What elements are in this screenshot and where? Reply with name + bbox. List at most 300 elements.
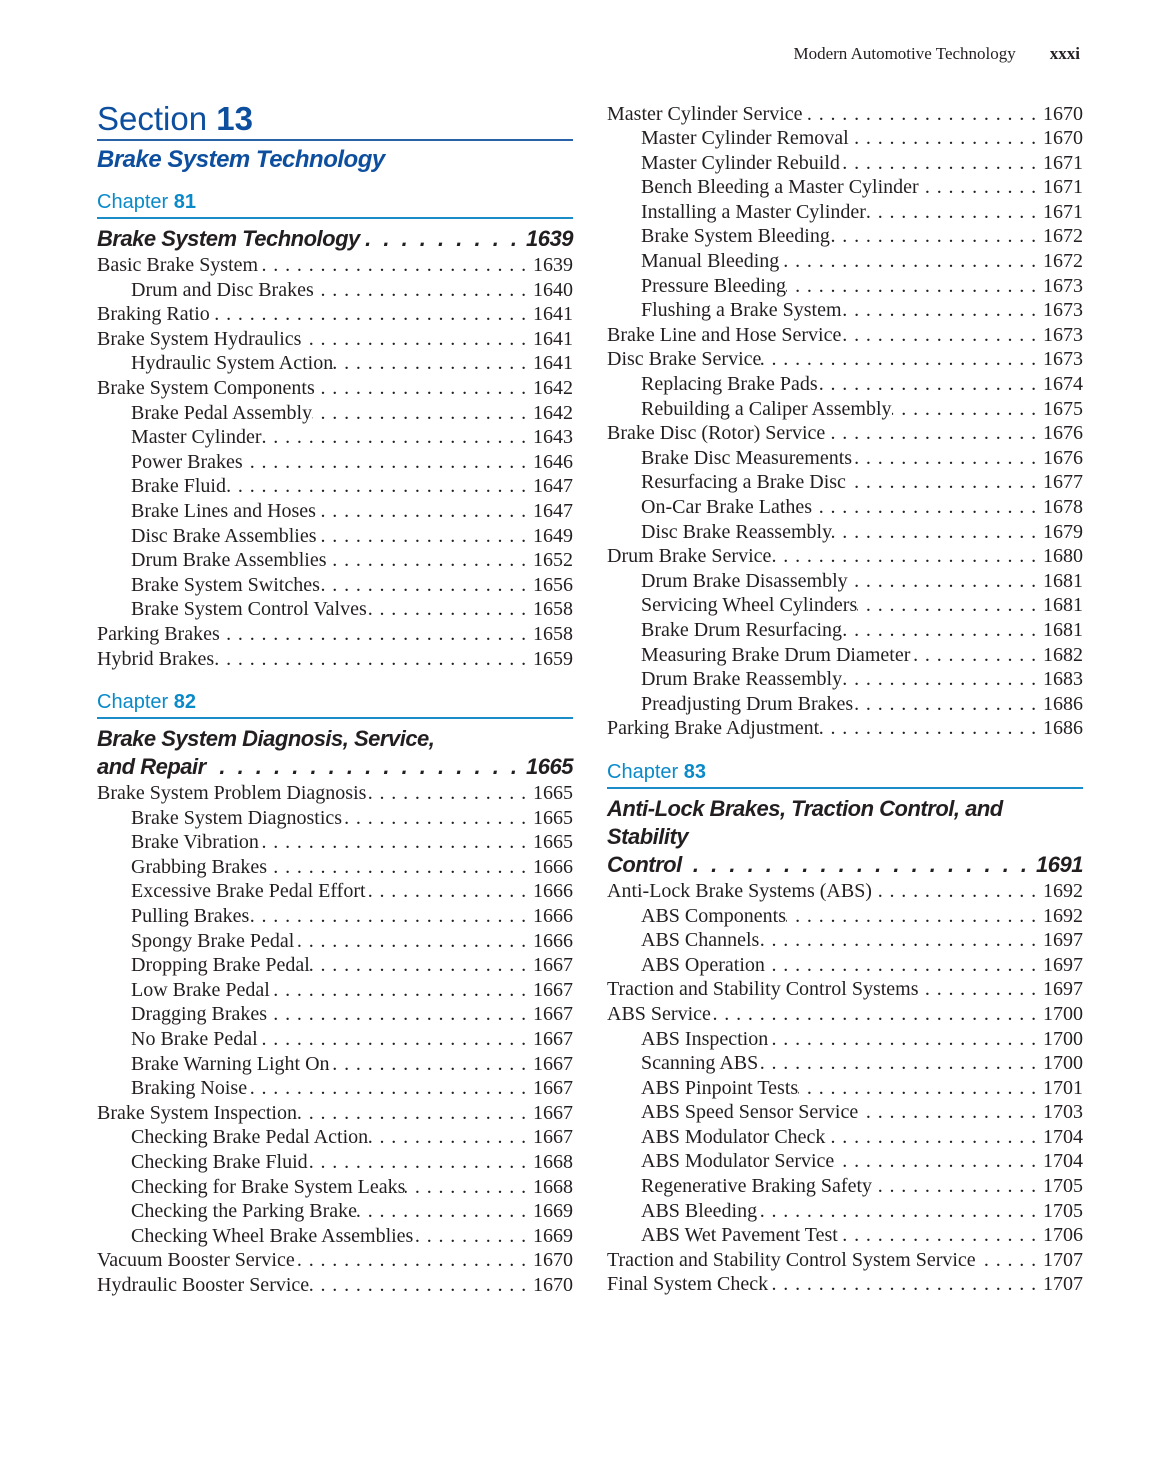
entry-page: 1665 [533,806,573,829]
toc-entry[interactable] [97,573,573,598]
dot-leader [711,1002,1043,1027]
entry-page: 1665 [533,831,573,854]
toc-entry[interactable] [607,569,1083,594]
toc-entry[interactable] [607,372,1083,397]
dot-leader [301,327,533,352]
dot-leader [314,278,533,303]
toc-entry[interactable] [97,425,573,450]
dot-leader [206,753,526,781]
entry-title: Grabbing Brakes [131,855,268,878]
toc-entry[interactable] [607,716,1083,741]
dot-leader [852,446,1043,471]
entry-title: On-Car Brake Lathes [641,496,813,518]
entry-page: 1668 [533,1151,573,1173]
toc-entry[interactable] [607,323,1083,348]
toc-entry[interactable] [607,298,1083,323]
toc-entry[interactable] [97,830,573,855]
entry-title: Brake Warning Light On [131,1052,330,1075]
dot-leader [771,544,1043,569]
toc-entry[interactable] [607,1272,1083,1297]
dot-leader [258,253,533,278]
dot-leader [857,593,1043,618]
section-title: Brake System Technology [97,146,385,173]
entry-page: 1705 [1043,1199,1083,1222]
entry-title: Brake Drum Resurfacing [641,618,843,641]
dot-leader [849,126,1043,151]
left-column [97,99,573,1298]
toc-entry[interactable] [607,470,1083,495]
entry-title: Checking Brake Fluid [131,1151,308,1173]
dot-leader [316,499,533,524]
entry-page: 1671 [1043,200,1083,223]
entry-page: 1697 [1043,929,1083,952]
entry-page: 1666 [533,905,573,928]
dot-leader [786,904,1043,929]
dot-leader [210,302,533,327]
dot-leader [812,495,1043,520]
toc-entry[interactable] [97,953,573,978]
toc-entry[interactable] [607,126,1083,151]
toc-entry[interactable] [97,622,573,647]
dot-leader [910,643,1043,668]
chapter-page: 1665 [526,754,573,780]
entry-page: 1666 [533,855,573,878]
dot-leader [830,224,1043,249]
toc-entry[interactable] [97,1076,573,1101]
dot-leader [757,1199,1043,1224]
entry-page: 1640 [533,278,573,301]
toc-entry[interactable] [97,548,573,573]
entry-page: 1647 [533,499,573,522]
entry-page: 1658 [533,598,573,621]
toc-entry[interactable] [97,1175,573,1200]
toc-entry[interactable] [607,928,1083,953]
entry-page: 1671 [1043,176,1083,199]
entry-page: 1686 [1043,717,1083,740]
chapter-label: Chapter [97,691,169,714]
right-column [607,102,1083,1298]
entry-title: Flushing a Brake System [641,299,842,322]
dot-leader [308,1150,533,1175]
toc-entry[interactable] [97,806,573,831]
dot-leader [309,1273,533,1298]
entry-page: 1671 [1043,151,1083,174]
entry-title: Preadjusting Drum Brakes [641,692,854,715]
dot-leader [803,102,1044,127]
entry-title: Disc Brake Service [607,348,762,371]
entry-title: Brake Disc Measurements [641,446,853,469]
dot-leader [267,855,533,880]
toc-entry[interactable] [607,200,1083,225]
dot-leader [366,879,533,904]
entry-title: Brake Vibration [131,831,259,854]
entry-title: Checking the Parking Brake [131,1200,358,1223]
chapter-heading [607,759,1083,789]
entry-title: Bench Bleeding a Master Cylinder [641,176,919,199]
entry-page: 1678 [1043,496,1083,518]
toc-entry[interactable] [607,520,1083,545]
entry-page: 1670 [533,1249,573,1272]
toc-entry[interactable] [607,397,1083,422]
book-title: Modern Automotive Technology [793,44,1016,63]
chapter-title-line: Control [607,851,682,877]
dot-leader [333,351,533,376]
entry-title: Traction and Stability Control System Service [607,1248,976,1271]
dot-leader [872,879,1043,904]
dot-leader [214,647,533,672]
dot-leader [226,474,533,499]
entry-page: 1676 [1043,422,1083,445]
toc-entry[interactable] [607,904,1083,929]
entry-page: 1701 [1043,1076,1083,1099]
dot-leader [220,622,533,647]
entry-page: 1659 [533,647,573,670]
toc-entry[interactable] [97,327,573,352]
entry-title: Replacing Brake Pads [641,373,818,396]
entry-title: Rebuilding a Caliper Assembly [641,397,892,420]
dot-leader [758,1051,1043,1076]
entry-page: 1697 [1043,953,1083,976]
toc-entry[interactable] [97,1248,573,1273]
toc-entry[interactable] [607,1051,1083,1076]
entry-title: Installing a Master Cylinder [641,200,866,223]
toc-entry[interactable] [607,1199,1083,1224]
entry-title: Disc Brake Reassembly [641,520,833,543]
entry-page: 1686 [1043,692,1083,715]
entry-title: Brake System Problem Diagnosis [97,782,367,805]
entry-title: ABS Service [607,1002,711,1025]
toc-entry[interactable] [97,781,573,806]
toc-entry[interactable] [97,401,573,426]
toc-entry[interactable] [97,351,573,376]
toc-entry[interactable] [607,643,1083,668]
dot-leader [360,225,526,253]
toc-entry[interactable] [607,977,1083,1002]
entry-page: 1673 [1043,323,1083,346]
dot-leader [842,667,1043,692]
dot-leader [866,200,1043,225]
entry-title: Brake System Switches [131,573,320,596]
toc-entry[interactable] [97,376,573,401]
toc-entry[interactable] [607,692,1083,717]
entry-page: 1700 [1043,1052,1083,1075]
dot-leader [297,1101,533,1126]
dot-leader [310,953,533,978]
dot-leader [779,249,1043,274]
toc-entry[interactable] [97,1199,573,1224]
toc-entry[interactable] [607,593,1083,618]
dot-leader [270,978,533,1003]
chapter-title[interactable] [97,725,573,781]
section-number: 13 [216,100,253,137]
toc-entry[interactable] [97,647,573,672]
entry-page: 1641 [533,352,573,375]
entry-title: Excessive Brake Pedal Effort [131,880,366,903]
entry-title: Hydraulic System Action [131,352,334,375]
toc-entry[interactable] [607,151,1083,176]
entry-title: Brake Lines and Hoses [131,499,316,522]
dot-leader [295,1248,533,1273]
toc-entry[interactable] [607,224,1083,249]
toc-entry[interactable] [607,618,1083,643]
entry-page: 1665 [533,782,573,805]
section-heading [97,99,573,141]
toc-entry[interactable] [607,347,1083,372]
entry-page: 1667 [533,1126,573,1149]
dot-leader [825,1125,1043,1150]
entry-title: Hydraulic Booster Service [97,1273,310,1296]
dot-leader [315,376,533,401]
chapter-title[interactable] [97,225,573,253]
entry-title: Drum Brake Reassembly [641,668,843,691]
entry-page: 1681 [1043,618,1083,641]
entry-title: Dropping Brake Pedal [131,954,310,977]
dot-leader [247,1076,533,1101]
toc-entry[interactable] [97,1150,573,1175]
chapter-title-line: and Repair [97,754,206,780]
toc-entry[interactable] [607,667,1083,692]
entry-page: 1673 [1043,274,1083,297]
toc-entry[interactable] [97,499,573,524]
dot-leader [413,1224,533,1249]
dot-leader [765,953,1043,978]
toc-entry[interactable] [607,421,1083,446]
entry-page: 1700 [1043,1002,1083,1025]
entry-page: 1667 [533,1101,573,1124]
dot-leader [367,597,533,622]
dot-leader [838,1223,1043,1248]
dot-leader [834,1149,1043,1174]
toc-entry[interactable] [97,904,573,929]
entry-title: Checking for Brake System Leaks [131,1175,406,1198]
toc-entry[interactable] [607,249,1083,274]
dot-leader [262,425,533,450]
entry-page: 1667 [533,1077,573,1100]
toc-entry[interactable] [607,175,1083,200]
entry-page: 1642 [533,401,573,424]
entry-page: 1652 [533,549,573,572]
section-label: Section [97,100,208,137]
toc-entry[interactable] [97,1273,573,1298]
entry-title: ABS Components [641,904,787,927]
toc-entry[interactable] [97,978,573,1003]
entry-title: ABS Channels [641,929,760,952]
entry-title: Pressure Bleeding [641,274,786,297]
entry-title: Drum Brake Service [607,545,772,568]
dot-leader [368,1125,533,1150]
toc-entry[interactable] [97,278,573,303]
dot-leader [312,401,533,426]
entry-title: Master Cylinder [131,426,262,449]
toc-entry[interactable] [607,1002,1083,1027]
entry-page: 1666 [533,880,573,903]
entry-title: Drum Brake Assemblies [131,549,327,572]
toc-entry[interactable] [607,1027,1083,1052]
entry-title: Brake System Bleeding [641,225,830,248]
entry-page: 1658 [533,622,573,645]
entry-title: Disc Brake Assemblies [131,524,317,547]
entry-title: Master Cylinder Removal [641,127,849,150]
entry-page: 1641 [533,303,573,326]
chapter-title[interactable] [607,795,1083,879]
entry-title: ABS Wet Pavement Test [641,1224,838,1247]
dot-leader [919,175,1043,200]
toc-entry[interactable] [607,1223,1083,1248]
entry-page: 1639 [533,254,573,276]
toc-entry[interactable] [607,274,1083,299]
chapter-number: 81 [173,191,196,213]
entry-page: 1667 [533,1003,573,1026]
dot-leader [842,618,1043,643]
dot-leader [786,274,1043,299]
dot-leader [819,716,1043,741]
entry-title: Scanning ABS [641,1052,759,1075]
chapter-heading [97,689,573,719]
toc-entry[interactable] [607,495,1083,520]
entry-title: Brake System Diagnostics [131,806,343,829]
entry-page: 1705 [1043,1175,1083,1198]
toc-entry[interactable] [97,879,573,904]
entry-title: Brake System Components [97,376,315,399]
toc-entry[interactable] [607,1125,1083,1150]
entry-page: 1668 [533,1175,573,1198]
entry-title: Resurfacing a Brake Disc [641,471,846,494]
toc-entry[interactable] [607,544,1083,569]
entry-title: Spongy Brake Pedal [131,929,295,952]
entry-page: 1670 [533,1273,573,1296]
dot-leader [825,421,1043,446]
entry-page: 1670 [1043,127,1083,150]
dot-leader [858,1100,1043,1125]
entry-page: 1677 [1043,471,1083,494]
dot-leader [327,548,533,573]
dot-leader [405,1175,533,1200]
toc-entry[interactable] [97,1052,573,1077]
dot-leader [872,1174,1043,1199]
entry-page: 1680 [1043,545,1083,568]
toc-entry[interactable] [607,1248,1083,1273]
toc-entry[interactable] [607,953,1083,978]
toc-entry[interactable] [607,1100,1083,1125]
toc-entry[interactable] [607,1076,1083,1101]
toc-entry[interactable] [97,597,573,622]
dot-leader [330,1052,533,1077]
chapter-page: 1691 [1036,851,1083,877]
toc-entry[interactable] [607,1174,1083,1199]
toc-entry[interactable] [607,102,1083,127]
entry-title: ABS Bleeding [641,1199,758,1222]
entry-title: Vacuum Booster Service [97,1249,295,1272]
entry-title: Braking Noise [131,1077,248,1100]
chapter-number: 83 [683,760,706,783]
entry-title: Servicing Wheel Cylinders [641,594,858,617]
toc-entry[interactable] [97,1002,573,1027]
toc-entry[interactable] [97,253,573,278]
entry-page: 1667 [533,1028,573,1051]
dot-leader [243,450,533,475]
entry-page: 1666 [533,929,573,952]
entry-page: 1706 [1043,1224,1083,1247]
entry-title: Drum and Disc Brakes [131,278,314,301]
entry-title: Dragging Brakes [131,1003,268,1026]
entry-title: Regenerative Braking Safety [641,1175,873,1198]
dot-leader [259,830,533,855]
entry-page: 1704 [1043,1125,1083,1148]
entry-page: 1692 [1043,879,1083,902]
entry-title: Parking Brakes [97,622,220,645]
dot-leader [892,397,1043,422]
dot-leader [320,573,533,598]
toc-entry[interactable] [97,1224,573,1249]
entry-page: 1642 [533,376,573,399]
toc-entry[interactable] [607,879,1083,904]
entry-title: Final System Check [607,1273,769,1296]
entry-title: Brake Disc (Rotor) Service [607,422,826,445]
entry-title: Manual Bleeding [641,250,780,273]
dot-leader [841,323,1043,348]
toc-entry[interactable] [97,855,573,880]
dot-leader [976,1248,1043,1273]
toc-entry[interactable] [97,302,573,327]
entry-title: Brake Fluid [131,475,226,498]
entry-page: 1674 [1043,373,1083,396]
chapter-page: 1639 [526,226,573,251]
dot-leader [342,806,533,831]
entry-title: Brake System Inspection [97,1101,297,1124]
entry-page: 1667 [533,1052,573,1075]
dot-leader [357,1199,533,1224]
dot-leader [768,1272,1043,1297]
entry-title: Master Cylinder Service [607,102,803,125]
dot-leader [249,904,533,929]
entry-page: 1646 [533,450,573,473]
toc-entry[interactable] [97,1125,573,1150]
chapter-heading [97,189,573,219]
entry-title: Anti-Lock Brake Systems (ABS) [607,879,872,902]
entry-page: 1647 [533,475,573,498]
entry-page: 1681 [1043,594,1083,617]
entry-title: Pulling Brakes [131,905,250,928]
entry-title: ABS Operation [641,953,765,976]
dot-leader [768,1027,1043,1052]
toc-entry[interactable] [97,929,573,954]
entry-page: 1704 [1043,1150,1083,1173]
chapter-label: Chapter [607,760,679,783]
entry-page: 1672 [1043,250,1083,273]
chapter-label: Chapter [97,191,169,213]
toc-entry[interactable] [97,524,573,549]
entry-title: Brake Pedal Assembly [131,401,313,424]
toc-entry[interactable] [97,450,573,475]
dot-leader [848,569,1043,594]
toc-entry[interactable] [607,446,1083,471]
entry-page: 1676 [1043,446,1083,469]
entry-title: ABS Modulator Service [641,1150,835,1173]
entry-page: 1670 [1043,102,1083,125]
entry-page: 1707 [1043,1248,1083,1271]
toc-entry[interactable] [97,1027,573,1052]
toc-entry[interactable] [97,474,573,499]
entry-page: 1675 [1043,397,1083,420]
entry-title: No Brake Pedal [131,1028,258,1051]
chapter-title-line: Anti-Lock Brakes, Traction Control, and Stability [607,795,1003,849]
entry-page: 1672 [1043,225,1083,248]
entry-page: 1656 [533,573,573,596]
entry-page: 1673 [1043,299,1083,322]
toc-entry[interactable] [607,1149,1083,1174]
dot-leader [832,520,1043,545]
toc-entry[interactable] [97,1101,573,1126]
